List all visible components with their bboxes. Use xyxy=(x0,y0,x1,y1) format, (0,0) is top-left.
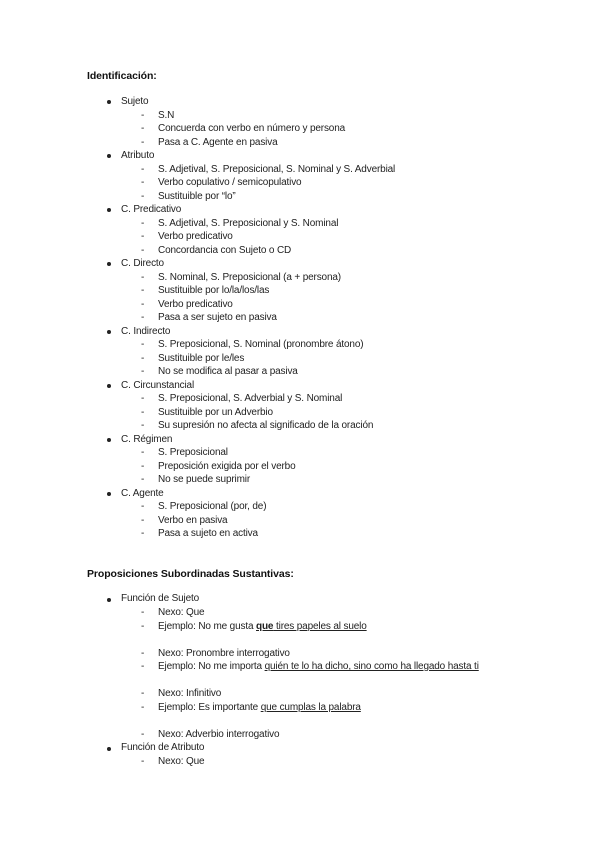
bullet-icon xyxy=(107,262,111,266)
sub-item: S. Adjetival, S. Preposicional y S. Nominal xyxy=(158,217,339,229)
dash-icon: - xyxy=(141,756,145,767)
list-item-funcion-sujeto: Función de Sujeto xyxy=(121,593,200,604)
ejemplo-1 xyxy=(158,620,367,633)
ejemplo-3-prefix: Ejemplo: Es importante xyxy=(158,702,261,713)
dash-icon: - xyxy=(141,163,145,175)
ejemplo-2 xyxy=(158,660,479,673)
ejemplo-1-proposicion: tires papeles al suelo xyxy=(273,621,367,632)
dash-icon: - xyxy=(141,231,145,242)
dash-icon: - xyxy=(141,109,145,121)
nexo-infinitivo: Nexo: Infinitivo xyxy=(158,688,222,699)
sub-item: Pasa a C. Agente en pasiva xyxy=(158,136,278,148)
ejemplo-1-prefix: Ejemplo: No me gusta xyxy=(158,621,257,632)
ejemplo-3 xyxy=(158,701,361,714)
section-title-subordinadas: Proposiciones Subordinadas Sustantivas: xyxy=(87,568,294,580)
dash-icon: - xyxy=(141,661,145,672)
bullet-icon xyxy=(107,747,111,751)
sub-item: Verbo predicativo xyxy=(158,231,233,242)
dash-icon: - xyxy=(141,190,145,202)
dash-icon: - xyxy=(141,244,145,256)
dash-icon: - xyxy=(141,298,145,310)
list-item-label: Sujeto xyxy=(121,96,149,107)
dash-icon: - xyxy=(141,393,145,404)
sub-item: No se modifica al pasar a pasiva xyxy=(158,366,298,377)
sub-item: Sustituible por un Adverbio xyxy=(158,406,273,418)
dash-icon: - xyxy=(141,648,145,659)
bullet-icon xyxy=(107,492,111,496)
dash-icon: - xyxy=(141,514,145,526)
list-item-label: C. Indirecto xyxy=(121,325,171,337)
nexo-pronombre-interrogativo: Nexo: Pronombre interrogativo xyxy=(158,648,290,659)
nexo-que-atributo: Nexo: Que xyxy=(158,756,205,767)
list-item-label: C. Directo xyxy=(121,258,164,269)
list-item-label: C. Agente xyxy=(121,487,164,499)
list-item-label: C. Circunstancial xyxy=(121,379,195,391)
dash-icon: - xyxy=(141,729,145,740)
bullet-icon xyxy=(107,598,111,602)
dash-icon: - xyxy=(141,217,145,229)
sub-item: Su supresión no afecta al significado de la oración xyxy=(158,420,374,431)
sub-item: S. Preposicional, S. Nominal (pronombre átono) xyxy=(158,339,364,350)
sub-item: Concordancia con Sujeto o CD xyxy=(158,244,292,256)
sub-item: No se puede suprimir xyxy=(158,474,251,485)
sub-item: Pasa a sujeto en activa xyxy=(158,528,258,539)
list-item-label: C. Predicativo xyxy=(121,204,182,215)
ejemplo-2-prefix: Ejemplo: No me importa xyxy=(158,661,265,672)
nexo-adverbio-interrogativo: Nexo: Adverbio interrogativo xyxy=(158,729,280,740)
dash-icon: - xyxy=(141,702,145,713)
dash-icon: - xyxy=(141,406,145,418)
sub-item: S. Adjetival, S. Preposicional, S. Nominal y S. Adverbial xyxy=(158,163,396,175)
sub-item: S. Nominal, S. Preposicional (a + persona) xyxy=(158,271,341,283)
sub-item: S. Preposicional, S. Adverbial y S. Nominal xyxy=(158,393,343,404)
dash-icon: - xyxy=(141,123,145,134)
sub-item: Sustituible por le/les xyxy=(158,352,245,364)
sub-item: S.N xyxy=(158,109,175,121)
dash-icon: - xyxy=(141,447,145,458)
dash-icon: - xyxy=(141,312,145,323)
dash-icon: - xyxy=(141,271,145,283)
dash-icon: - xyxy=(141,420,145,431)
bullet-icon xyxy=(107,154,111,158)
sub-item: Sustituible por “lo” xyxy=(158,190,236,202)
dash-icon: - xyxy=(141,688,145,699)
sub-item: Sustituible por lo/la/los/las xyxy=(158,285,270,296)
dash-icon: - xyxy=(141,528,145,539)
sub-item: Pasa a ser sujeto en pasiva xyxy=(158,312,277,323)
sub-item: Verbo predicativo xyxy=(158,298,233,310)
dash-icon: - xyxy=(141,474,145,485)
bullet-icon xyxy=(107,100,111,104)
dash-icon: - xyxy=(141,339,145,350)
sub-item: S. Preposicional (por, de) xyxy=(158,501,267,512)
bullet-icon xyxy=(107,208,111,212)
sub-item: Verbo copulativo / semicopulativo xyxy=(158,177,302,188)
dash-icon: - xyxy=(141,501,145,512)
dash-icon: - xyxy=(141,136,145,148)
dash-icon: - xyxy=(141,366,145,377)
ejemplo-1-nexo: que xyxy=(256,621,274,632)
list-item-label: Atributo xyxy=(121,150,155,161)
dash-icon: - xyxy=(141,352,145,364)
sub-item: Verbo en pasiva xyxy=(158,514,228,526)
list-item-label: C. Régimen xyxy=(121,433,173,445)
bullet-icon xyxy=(107,438,111,442)
sub-item: S. Preposicional xyxy=(158,447,228,458)
dash-icon: - xyxy=(141,621,145,632)
sub-item: Preposición exigida por el verbo xyxy=(158,460,296,472)
sub-item: Concuerda con verbo en número y persona xyxy=(158,123,346,134)
ejemplo-2-proposicion: quién te lo ha dicho, sino como ha llegado hasta ti xyxy=(264,661,479,672)
section-title-identificacion: Identificación: xyxy=(87,70,157,82)
dash-icon: - xyxy=(141,607,145,618)
ejemplo-3-proposicion: que cumplas la palabra xyxy=(260,702,361,713)
dash-icon: - xyxy=(141,177,145,188)
dash-icon: - xyxy=(141,285,145,296)
bullet-icon xyxy=(107,384,111,388)
nexo-que: Nexo: Que xyxy=(158,607,205,618)
list-item-funcion-atributo: Función de Atributo xyxy=(121,742,205,753)
dash-icon: - xyxy=(141,460,145,472)
bullet-icon xyxy=(107,330,111,334)
